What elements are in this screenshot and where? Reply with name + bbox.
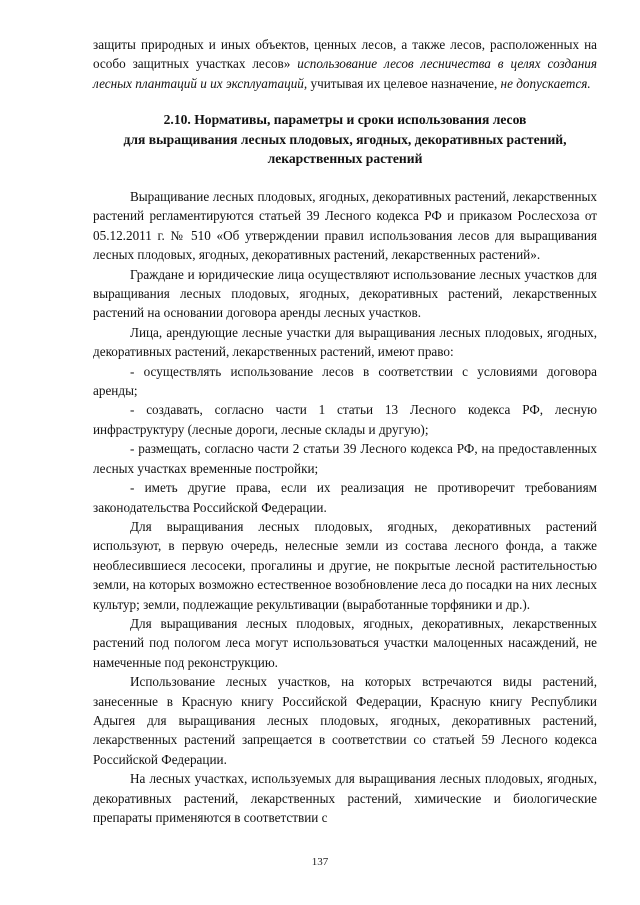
list-item-right-2: - создавать, согласно части 1 статьи 13 Лесного кодекса РФ, лесную инфраструктуру (лесные дороги, лесные склады и другую);: [93, 402, 597, 437]
list-item-right-1: - осуществлять использование лесов в соответствии с условиями договора аренды;: [93, 363, 597, 399]
list-item-right-3: - размещать, согласно части 2 статьи 39 Лесного кодекса РФ, на предоставленных лесных участках временные постройки;: [93, 441, 597, 476]
paragraph-regulation: Выращивание лесных плодовых, ягодных, декоративных растений, лекарственных растений регламентируются статьей 39 Лесного кодекса РФ и приказом Рослесхоза от 05.12.2011 г. № 510 «Об утверждении правил использования лесов для выращивания лесных плодовых, ягодных, декоративных растений, лекарственных растений».: [93, 189, 597, 263]
intro-text: защиты природных и иных объектов, ценных лесов, а также лесов, расположенных на особо защитных участках лесов»: [93, 37, 597, 72]
intro-italic-text-2: не допускается.: [500, 75, 591, 91]
section-heading-line-1: 2.10. Нормативы, параметры и сроки использования лесов: [163, 112, 527, 128]
paragraph-lease-basis: Граждане и юридические лица осуществляют использование лесных участков для выращивания лесных плодовых, ягодных, декоративных растений, лекарственных растений на основании договора аренды лесных участков.: [93, 266, 597, 321]
paragraph-canopy: Для выращивания лесных плодовых, ягодных, декоративных, лекарственных растений под пологом леса могут использоваться участки малоценных насаждений, не намеченные под реконструкцию.: [93, 615, 597, 670]
section-heading-line-2: для выращивания лесных плодовых, ягодных, декоративных растений,: [123, 131, 567, 147]
page-number: 137: [311, 856, 329, 868]
intro-italic-text: использование лесов лесничества в целях создания лесных плантаций и их эксплуатаций,: [93, 56, 597, 91]
document-page: [93, 35, 597, 827]
intro-text-2: учитывая их целевое назначение,: [310, 75, 498, 91]
section-heading: [93, 110, 597, 169]
paragraph-lessee-rights: Лица, арендующие лесные участки для выращивания лесных плодовых, ягодных, декоративных растений, лекарственных растений, имеют право:: [93, 324, 597, 360]
paragraph-red-book: Использование лесных участков, на которых встречаются виды растений, занесенные в Красную книгу Российской Федерации, Красную книгу Республики Адыгея для выращивания лесных плодовых, ягодных, декоративных растений, лекарственных растений запрещается в соответствии со статьей 59 Лесного кодекса Российской Федерации.: [93, 674, 597, 767]
paragraph-chemicals: На лесных участках, используемых для выращивания лесных плодовых, ягодных, декоративных растений, лекарственных растений, химические и биологические препараты применяются в соответствии с: [93, 771, 597, 825]
section-heading-line-3: лекарственных растений: [267, 151, 423, 167]
list-item-right-4: - иметь другие права, если их реализация не противоречит требованиям законодательства Российской Федерации.: [93, 480, 597, 515]
paragraph-land-use: Для выращивания лесных плодовых, ягодных, декоративных растений используют, в первую очередь, нелесные земли из состава лесного фонда, а также необлесившиеся лесосеки, прогалины и другие, не покрытые лесной растительностью земли, на которых возможно естественное возобновление леса до посадки на них лесных культур; земли, подлежащие рекультивации (выработанные торфяники и др.).: [93, 518, 597, 612]
intro-paragraph: [93, 35, 597, 93]
